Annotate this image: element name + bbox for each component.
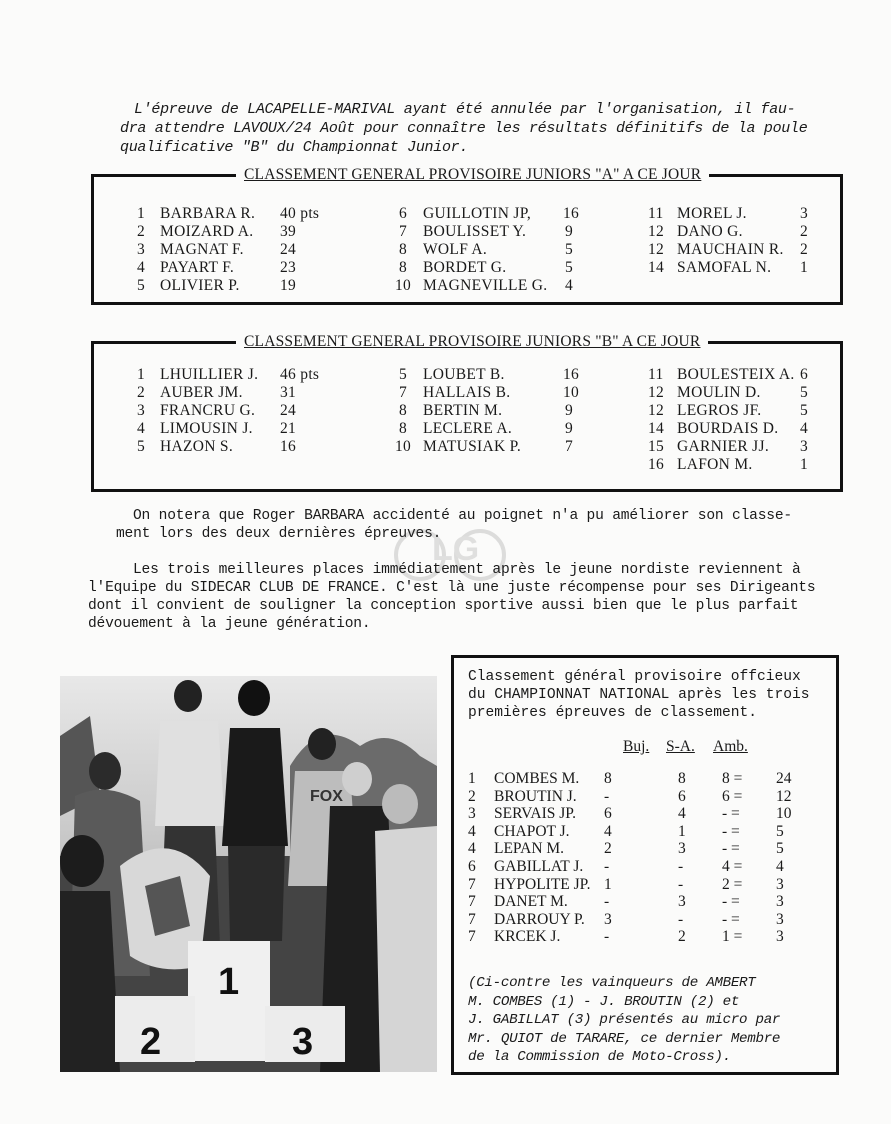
rank: 7 [468, 928, 476, 946]
intro-paragraph [120, 100, 832, 157]
points: 16 [280, 438, 297, 455]
points: 21 [280, 420, 297, 437]
rider-name: PAYART F. [160, 259, 235, 276]
rank: 3 [136, 402, 145, 419]
rider-name: MAGNAT F. [160, 241, 244, 258]
column-header-amb: Amb. [713, 738, 748, 755]
points: 1 [799, 456, 808, 473]
national-column-headers [468, 738, 828, 758]
amb-points: - = [722, 893, 740, 911]
amb-points: 6 = [722, 787, 743, 805]
points: 5 [564, 241, 573, 258]
points: 5 [564, 259, 573, 276]
national-row [468, 788, 828, 806]
intro-line-3: qualificative "B" du Championnat Junior. [120, 139, 469, 156]
amb-points: 1 = [722, 928, 743, 946]
rider-name: BORDET G. [423, 259, 507, 276]
podium-photo [60, 676, 437, 1072]
rider-name: GUILLOTIN JP, [423, 205, 532, 222]
team-line-4: dévouement à la jeune génération. [88, 616, 371, 632]
rank: 7 [398, 384, 407, 401]
national-championship-box [451, 655, 839, 1075]
rider-name: BARBARA R. [160, 205, 256, 222]
rank: 3 [136, 241, 145, 258]
points: 4 [799, 420, 808, 437]
rank: 12 [648, 223, 665, 240]
points: 10 [563, 384, 580, 401]
rank: 2 [136, 223, 145, 240]
points: 40 pts [280, 205, 320, 222]
buj-points: - [604, 787, 610, 805]
rider-name: MAGNEVILLE G. [423, 277, 548, 294]
national-heading-2: du CHAMPIONNAT NATIONAL après les trois [468, 687, 810, 703]
points: 19 [280, 277, 297, 294]
buj-points: 3 [604, 910, 612, 928]
rank: 10 [395, 438, 412, 455]
rider-name: GABILLAT J. [494, 858, 584, 875]
rider-name: WOLF A. [423, 241, 488, 258]
points: 23 [280, 259, 297, 276]
total-points: 24 [776, 770, 792, 787]
podium-number-3: 3 [292, 1021, 314, 1063]
rank: 14 [648, 259, 665, 276]
sa-points: 1 [678, 822, 686, 840]
points: 7 [564, 438, 573, 455]
total-points: 12 [776, 787, 792, 805]
rank: 11 [648, 205, 664, 222]
total-points: 3 [776, 910, 784, 928]
points: 6 [799, 366, 808, 383]
national-row [468, 928, 828, 946]
rider-name: MAUCHAIN R. [677, 241, 784, 258]
caption-line-2: M. COMBES (1) - J. BROUTIN (2) et [468, 993, 740, 1010]
points: 1 [799, 259, 808, 276]
rider-name: LECLERE A. [423, 420, 513, 437]
buj-points: 2 [604, 840, 612, 858]
column-header-buj: Buj. [623, 738, 650, 755]
rider-name: DANET M. [494, 893, 568, 911]
sa-points: - [678, 875, 684, 893]
rank: 8 [398, 402, 407, 419]
rank: 1 [136, 366, 145, 383]
caption-line-5: de la Commission de Moto-Cross). [468, 1049, 731, 1065]
rank: 5 [136, 277, 145, 294]
rider-name: LOUBET B. [423, 366, 505, 383]
national-row [468, 893, 828, 911]
rank: 2 [468, 787, 476, 805]
rank: 7 [468, 893, 476, 911]
points: 9 [564, 402, 573, 419]
team-line-3: dont il convient de souligner la conception sportive aussi bien que le plus parfait [88, 598, 799, 614]
national-row [468, 805, 828, 823]
national-heading-3: premières épreuves de classement. [468, 705, 758, 721]
team-line-2: l'Equipe du SIDECAR CLUB DE FRANCE. C'est là une juste récompense pour ses Dirigeants [88, 580, 816, 596]
rider-name: KRCEK J. [494, 928, 561, 946]
rank: 8 [398, 420, 407, 437]
rider-name: HALLAIS B. [423, 384, 511, 401]
buj-points: 1 [604, 875, 612, 893]
rank: 5 [398, 366, 407, 383]
rank: 7 [398, 223, 407, 240]
rank: 5 [136, 438, 145, 455]
rider-name: LHUILLIER J. [160, 366, 259, 383]
total-points: 3 [776, 893, 784, 911]
rider-name: DANO G. [677, 223, 743, 240]
rider-name: BERTIN M. [423, 402, 503, 419]
sa-points: 6 [678, 787, 686, 805]
watermark-text: LG [432, 530, 480, 568]
rider-name: OLIVIER P. [160, 277, 240, 294]
caption-line-4: Mr. QUIOT de TARARE, ce dernier Membre [468, 1030, 781, 1047]
buj-points: 8 [604, 770, 612, 787]
rank: 6 [398, 205, 407, 222]
rank: 4 [468, 840, 476, 858]
points: 2 [799, 223, 808, 240]
rider-name: LIMOUSIN J. [160, 420, 253, 437]
rider-name: COMBES M. [494, 770, 580, 787]
rank: 12 [648, 241, 665, 258]
national-row [468, 911, 828, 929]
rank: 1 [468, 770, 476, 787]
rank: 16 [648, 456, 665, 473]
national-row [468, 840, 828, 858]
total-points: 3 [776, 875, 784, 893]
rank: 14 [648, 420, 665, 437]
points: 46 pts [280, 366, 320, 383]
rider-name: LEPAN M. [494, 840, 565, 858]
amb-points: - = [722, 910, 740, 928]
points: 5 [799, 384, 808, 401]
sa-points: - [678, 910, 684, 928]
rider-name: MATUSIAK P. [423, 438, 522, 455]
rank: 2 [136, 384, 145, 401]
rider-name: BOULISSET Y. [423, 223, 527, 240]
points: 31 [280, 384, 297, 401]
team-paragraph [88, 561, 858, 633]
rider-name: GARNIER JJ. [677, 438, 770, 455]
podium-number-1: 1 [218, 961, 240, 1003]
buj-points: - [604, 893, 610, 911]
national-row [468, 858, 828, 876]
rank: 7 [468, 875, 476, 893]
caption-line-1: (Ci-contre les vainqueurs de AMBERT [468, 975, 756, 991]
caption-line-3: J. GABILLAT (3) présentés au micro par [468, 1012, 781, 1028]
rider-name: CHAPOT J. [494, 822, 570, 840]
photo-caption [468, 974, 828, 1067]
rider-name: HAZON S. [160, 438, 234, 455]
points: 16 [563, 205, 580, 222]
amb-points: - = [722, 822, 740, 840]
national-row [468, 823, 828, 841]
points: 9 [564, 223, 573, 240]
sa-points: 4 [678, 805, 686, 823]
points: 5 [799, 402, 808, 419]
total-points: 3 [776, 928, 784, 946]
national-row [468, 770, 828, 788]
total-points: 5 [776, 840, 784, 858]
total-points: 10 [776, 805, 792, 823]
rank: 1 [136, 205, 145, 222]
rank: 3 [468, 805, 476, 823]
rider-name: BOURDAIS D. [677, 420, 779, 437]
rank: 15 [648, 438, 665, 455]
rider-name: LEGROS JF. [677, 402, 762, 419]
buj-points: 4 [604, 822, 612, 840]
rank: 4 [136, 259, 145, 276]
points: 3 [799, 438, 808, 455]
rider-name: LAFON M. [677, 456, 753, 473]
rider-name: FRANCRU G. [160, 402, 256, 419]
podium-number-2: 2 [140, 1021, 162, 1063]
team-line-1: Les trois meilleures places immédiatement après le jeune nordiste reviennent à [133, 562, 801, 578]
rank: 6 [468, 858, 476, 875]
buj-points: 6 [604, 805, 612, 823]
note-line-2: ment lors des deux dernières épreuves. [116, 526, 442, 542]
total-points: 4 [776, 858, 784, 875]
rank: 4 [468, 822, 476, 840]
sa-points: 3 [678, 840, 686, 858]
rank: 8 [398, 241, 407, 258]
total-points: 5 [776, 822, 784, 840]
rider-name: DARROUY P. [494, 910, 585, 928]
intro-line-1: L'épreuve de LACAPELLE-MARIVAL ayant été annulée par l'organisation, il fau- [134, 101, 796, 118]
rank: 4 [136, 420, 145, 437]
amb-points: - = [722, 805, 740, 823]
rider-name: SERVAIS JP. [494, 805, 577, 823]
rider-name: MOREL J. [677, 205, 747, 222]
amb-points: 4 = [722, 858, 743, 875]
column-header-sa: S-A. [666, 738, 695, 755]
sa-points: 3 [678, 893, 686, 911]
points: 39 [280, 223, 297, 240]
intro-line-2: dra attendre LAVOUX/24 Août pour connaître les résultats définitifs de la poule [120, 120, 808, 137]
national-heading-1: Classement général provisoire offcieux [468, 669, 801, 685]
rider-name: MOIZARD A. [160, 223, 254, 240]
shirt-text: FOX [310, 788, 343, 805]
sa-points: 2 [678, 928, 686, 946]
rank: 8 [398, 259, 407, 276]
points: 4 [564, 277, 573, 294]
points: 9 [564, 420, 573, 437]
amb-points: - = [722, 840, 740, 858]
sa-points: 8 [678, 770, 686, 787]
national-row [468, 876, 828, 894]
rider-name: SAMOFAL N. [677, 259, 772, 276]
rider-name: AUBER JM. [160, 384, 243, 401]
buj-points: - [604, 858, 610, 875]
amb-points: 8 = [722, 770, 743, 787]
rider-name: BOULESTEIX A. [677, 366, 795, 383]
sa-points: - [678, 858, 684, 875]
points: 24 [280, 241, 297, 258]
note-line-1: On notera que Roger BARBARA accidenté au poignet n'a pu améliorer son classe- [133, 508, 792, 524]
rank: 10 [395, 277, 412, 294]
podium-photo-illustration [60, 676, 437, 1072]
points: 16 [563, 366, 580, 383]
rank: 7 [468, 910, 476, 928]
rank: 12 [648, 402, 665, 419]
amb-points: 2 = [722, 875, 743, 893]
juniors-b-title: CLASSEMENT GENERAL PROVISOIRE JUNIORS "B" A CE JOUR [236, 333, 708, 351]
rider-name: MOULIN D. [677, 384, 761, 401]
points: 2 [799, 241, 808, 258]
rider-name: HYPOLITE JP. [494, 875, 591, 893]
points: 24 [280, 402, 297, 419]
juniors-a-title: CLASSEMENT GENERAL PROVISOIRE JUNIORS "A" A CE JOUR [236, 166, 709, 184]
rank: 11 [648, 366, 664, 383]
points: 3 [799, 205, 808, 222]
buj-points: - [604, 928, 610, 946]
rider-name: BROUTIN J. [494, 787, 577, 805]
rank: 12 [648, 384, 665, 401]
